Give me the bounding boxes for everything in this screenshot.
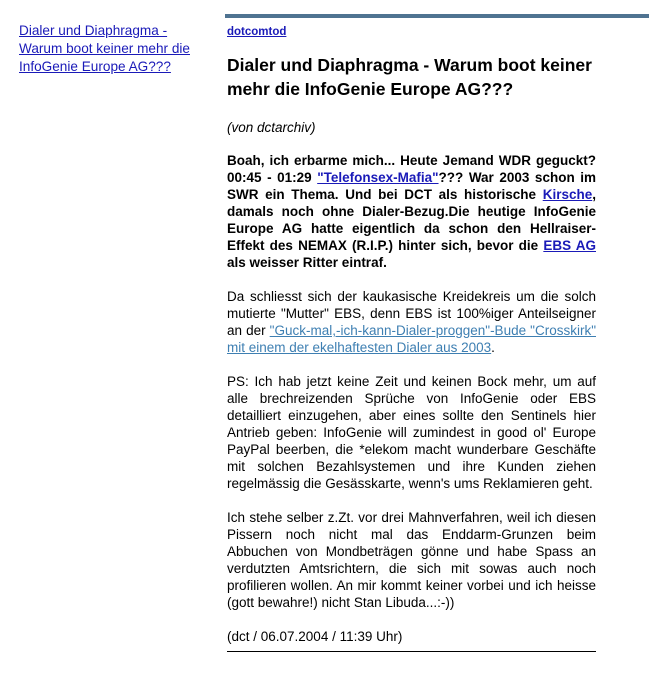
ebs-ag-link[interactable]: EBS AG xyxy=(543,238,596,253)
kirsche-link[interactable]: Kirsche xyxy=(542,187,593,202)
header-rule xyxy=(225,14,649,18)
article-footer-date: (dct / 06.07.2004 / 11:39 Uhr) xyxy=(227,629,403,644)
lead-text: , damals noch ohne Dialer-Bezug.Die heutige InfoGenie Europe AG hatte eigentlich da schon den Hellraiser-Effekt des NEMAX (R.I.P.) hinter sich, bevor die xyxy=(227,187,596,253)
article-paragraph-ps: PS: Ich hab jetzt keine Zeit und keinen Bock mehr, um auf alle brechreizenden Sprüche von InfoGenie oder EBS detailliert einzugehen, aber eines sollte den Sentinels hier Antrieb geben: InfoGenie will zumindest in good ol' Europe PayPal beerben, die *elekom macht wunderbare Geschäfte mit solchen Bezahlsystemen und ihre Kunden ziehen regelmässig die Gesässkarte, wenn's ums Reklamieren geht. xyxy=(227,374,596,491)
sidebar-article-link[interactable]: Dialer und Diaphragma - Warum boot keiner mehr die InfoGenie Europe AG??? xyxy=(19,23,190,74)
telefonsex-mafia-link[interactable]: "Telefonsex-Mafia" xyxy=(317,170,439,185)
article-lead xyxy=(227,152,596,271)
lead-text: als weisser Ritter eintraf. xyxy=(227,255,387,270)
article-title: Dialer und Diaphragma - Warum boot keiner mehr die InfoGenie Europe AG??? xyxy=(227,55,592,99)
paragraph-text: Da schliesst sich der kaukasische Kreidekreis um die solch mutierte "Mutter" EBS, denn EBS ist 100%iger Anteilseigner an der xyxy=(227,289,596,338)
sidebar xyxy=(19,22,209,76)
lead-text: ??? War 2003 schon im SWR ein Thema. Und bei DCT als historische xyxy=(227,170,596,202)
author-link[interactable]: dotcomtod xyxy=(227,26,287,38)
footer-rule xyxy=(227,651,596,652)
crosskirk-link[interactable]: "Guck-mal,-ich-kann-Dialer-proggen"-Bude "Crosskirk" mit einem der ekelhaftesten Dialer aus 2003 xyxy=(227,323,596,355)
article-source: (von dctarchiv) xyxy=(227,120,316,135)
article xyxy=(227,22,596,652)
article-paragraph-closing: Ich stehe selber z.Zt. vor drei Mahnverfahren, weil ich diesen Pissern noch nicht mal das Enddarm-Grunzen beim Abbuchen von Mondbeträgen gönne und habe Spass an verdutzten Amtsrichtern, die sich mit sowas auch noch profilieren wollen. An mir kommt keiner vorbei und ich heisse (gott bewahre!) nicht Stan Libuda...:-)) xyxy=(227,510,596,610)
article-paragraph xyxy=(227,288,596,356)
paragraph-text: . xyxy=(491,340,495,355)
lead-text: Boah, ich erbarme mich... Heute Jemand WDR geguckt? 00:45 - 01:29 xyxy=(227,153,596,185)
